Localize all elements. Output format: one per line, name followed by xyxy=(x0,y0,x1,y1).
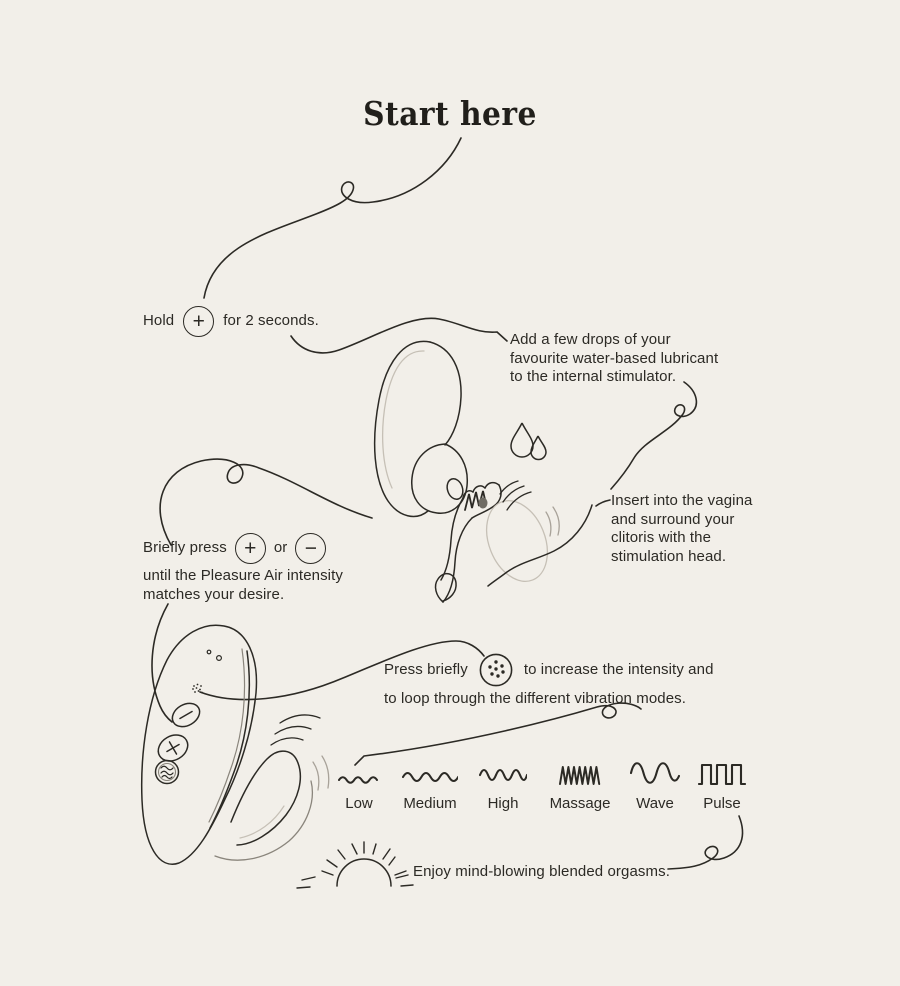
page-title: Start here xyxy=(363,94,537,133)
connector-hold-to-lubricant xyxy=(291,318,507,353)
minus-glyph: − xyxy=(304,537,318,560)
device-plus-button-icon xyxy=(154,730,193,766)
step-lubricant-line3: to the internal stimulator. xyxy=(510,368,677,385)
connector-title-to-hold xyxy=(204,138,461,298)
mound-outline xyxy=(412,444,468,513)
step-insert-line4: stimulation head. xyxy=(611,547,727,565)
step-vibration-line2: to loop through the different vibration modes. xyxy=(384,690,687,707)
step-vibration-prefix: Press briefly xyxy=(384,660,468,678)
body-inner-sketch xyxy=(383,351,424,488)
device-body-outline xyxy=(142,625,257,864)
step-intensity-prefix: Briefly press xyxy=(143,539,227,557)
step-insert-line3: clitoris with the xyxy=(611,529,712,546)
drop-large xyxy=(511,423,533,457)
mode-label-wave: Wave xyxy=(636,795,674,812)
step-enjoy-text: Enjoy mind-blowing blended orgasms. xyxy=(413,863,670,880)
intensity-plus-button-icon xyxy=(235,533,266,564)
device-illustration xyxy=(142,625,329,864)
motion-lines-hand xyxy=(500,481,531,510)
device-charge-dot-2 xyxy=(217,656,222,661)
step-lubricant xyxy=(510,331,718,387)
connector-intensity-to-device xyxy=(152,604,172,722)
mode-label-medium: Medium xyxy=(403,795,457,812)
device-motion-lines-top xyxy=(271,715,320,745)
mode-label-low: Low xyxy=(345,795,373,812)
connector-pulse-to-enjoy xyxy=(668,816,743,869)
mode-button-icon xyxy=(478,652,514,688)
step-hold xyxy=(143,306,319,337)
step-intensity-conjunction: or xyxy=(273,539,288,557)
step-intensity-line3: matches your desire. xyxy=(143,585,285,603)
step-lubricant-line1: Add a few drops of your xyxy=(510,331,671,348)
step-hold-suffix: for 2 seconds. xyxy=(223,312,319,330)
plus-glyph: + xyxy=(244,537,257,560)
step-vibration-suffix: to increase the intensity and xyxy=(523,660,714,678)
water-drops-icon xyxy=(511,423,546,460)
device-arm-head xyxy=(231,751,300,845)
step-intensity-line2: until the Pleasure Air intensity xyxy=(143,567,343,584)
step-enjoy xyxy=(413,863,670,882)
step-intensity-row xyxy=(143,533,343,564)
plus-button-icon xyxy=(183,306,214,337)
motion-lines-side xyxy=(546,507,559,536)
connector-lubricant-to-insert xyxy=(611,382,696,489)
pulse-wave-icon xyxy=(674,752,770,786)
device-charge-dot-1 xyxy=(207,650,211,654)
sunrise-icon xyxy=(297,842,413,888)
device-wave-button-icon xyxy=(156,761,179,784)
insert-leader-dash xyxy=(596,500,610,506)
sun-arc xyxy=(337,859,391,886)
mode-label-high: High xyxy=(487,795,519,812)
device-arm-inner xyxy=(240,806,284,838)
stimulator-head-blob xyxy=(479,498,488,509)
intensity-minus-button-icon xyxy=(295,533,326,564)
step-insert-line2: and surround your xyxy=(611,510,735,528)
mode-label-pulse: Pulse xyxy=(703,795,741,812)
body-outline-right xyxy=(430,342,461,445)
step-vibration xyxy=(384,652,714,709)
step-intensity xyxy=(143,533,343,604)
device-neck-line-1 xyxy=(210,651,249,828)
mode-pulse xyxy=(674,752,770,812)
leg-sweep xyxy=(488,505,592,586)
hand-knuckle-1 xyxy=(485,483,499,488)
step-hold-prefix: Hold xyxy=(143,312,175,330)
step-insert xyxy=(611,492,752,566)
device-minus-button-icon xyxy=(168,699,204,732)
thigh-light-circle xyxy=(475,492,558,591)
opening-oval xyxy=(445,477,466,502)
step-vibration-row xyxy=(384,652,714,688)
mode-label-massage: Massage xyxy=(549,795,611,812)
step-insert-line1: Insert into the vagina xyxy=(611,492,753,509)
step-lubricant-line2: favourite water-based lubricant xyxy=(510,349,719,367)
forearm-outer xyxy=(443,518,472,602)
plus-glyph: + xyxy=(192,310,205,333)
sun-side-dashes xyxy=(297,875,413,888)
